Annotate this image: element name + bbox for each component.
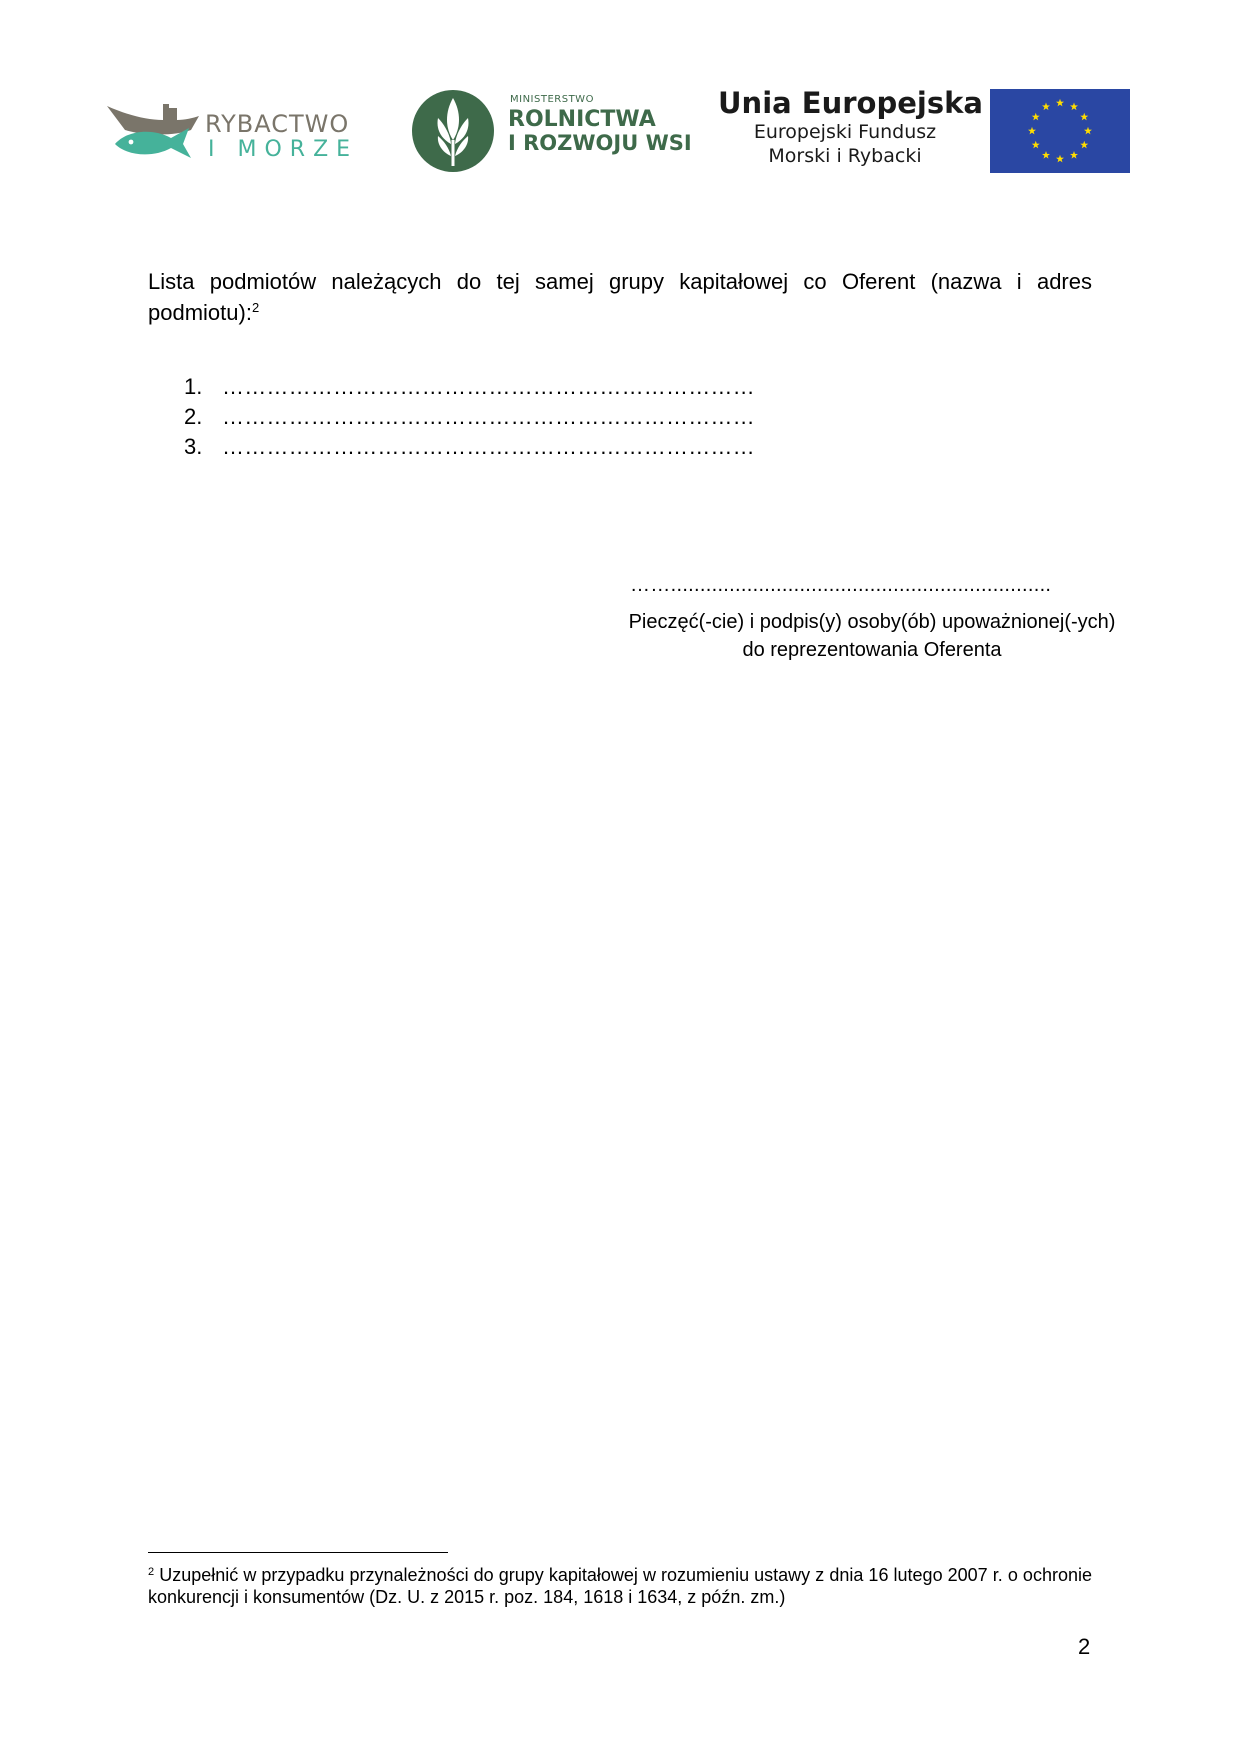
page-number: 2	[1078, 1634, 1091, 1659]
rybactwo-line1: RYBACTWO	[205, 110, 350, 138]
footnote-text: Uzupełnić w przypadku przynależności do grupy kapitałowej w rozumieniu ustawy z dnia 16 lutego 2007 r. o ochronie konkurencji i konsumentów (Dz. U. z 2015 r. poz. 184, 1618 i 1634, z późn. zm.)	[148, 1565, 1092, 1607]
ministerstwo-small-label: MINISTERSTWO	[510, 94, 594, 105]
entity-list	[184, 372, 755, 462]
signature-caption: Pieczęć(-cie) i podpis(y) osoby(ób) upoważnionej(-ych) do reprezentowania Oferenta	[628, 611, 1116, 661]
list-item-number: 1.	[184, 374, 203, 399]
ministerstwo-line1: ROLNICTWA	[508, 107, 656, 132]
ue-title: Unia Europejska	[718, 86, 983, 120]
boat-fish-icon	[105, 100, 201, 162]
list-item	[184, 372, 755, 402]
intro-text: Lista podmiotów należących do tej samej grupy kapitałowej co Oferent (nazwa i adres podmiotu):	[148, 269, 1092, 325]
intro-paragraph	[148, 266, 1092, 328]
list-item-fill-line: ………………………………………………………………	[222, 404, 755, 429]
eu-flag-icon	[990, 89, 1130, 173]
list-item	[184, 402, 755, 432]
list-item-number: 3.	[184, 434, 203, 459]
ministerstwo-rolnictwa-logo	[410, 88, 710, 176]
unia-europejska-logo	[718, 86, 983, 176]
ministerstwo-line2: I ROZWOJU WSI	[508, 131, 692, 155]
list-item	[184, 432, 755, 462]
ue-subtitle-line1: Europejski Fundusz	[753, 121, 937, 143]
footnote	[148, 1564, 1092, 1608]
list-item-fill-line: ………………………………………………………………	[222, 374, 755, 399]
ue-subtitle-line2: Morski i Rybacki	[768, 145, 922, 167]
rybactwo-i-morze-logo	[105, 100, 365, 170]
list-item-number: 2.	[184, 404, 203, 429]
signature-line: …….................................................................	[630, 574, 1052, 596]
rybactwo-line2: I MORZE	[208, 137, 359, 162]
footnote-separator	[148, 1552, 448, 1553]
list-item-fill-line: ………………………………………………………………	[222, 434, 755, 459]
wheat-emblem-icon	[410, 88, 496, 174]
footnote-reference: 2	[251, 300, 260, 315]
footnote-number: 2	[148, 1566, 155, 1578]
